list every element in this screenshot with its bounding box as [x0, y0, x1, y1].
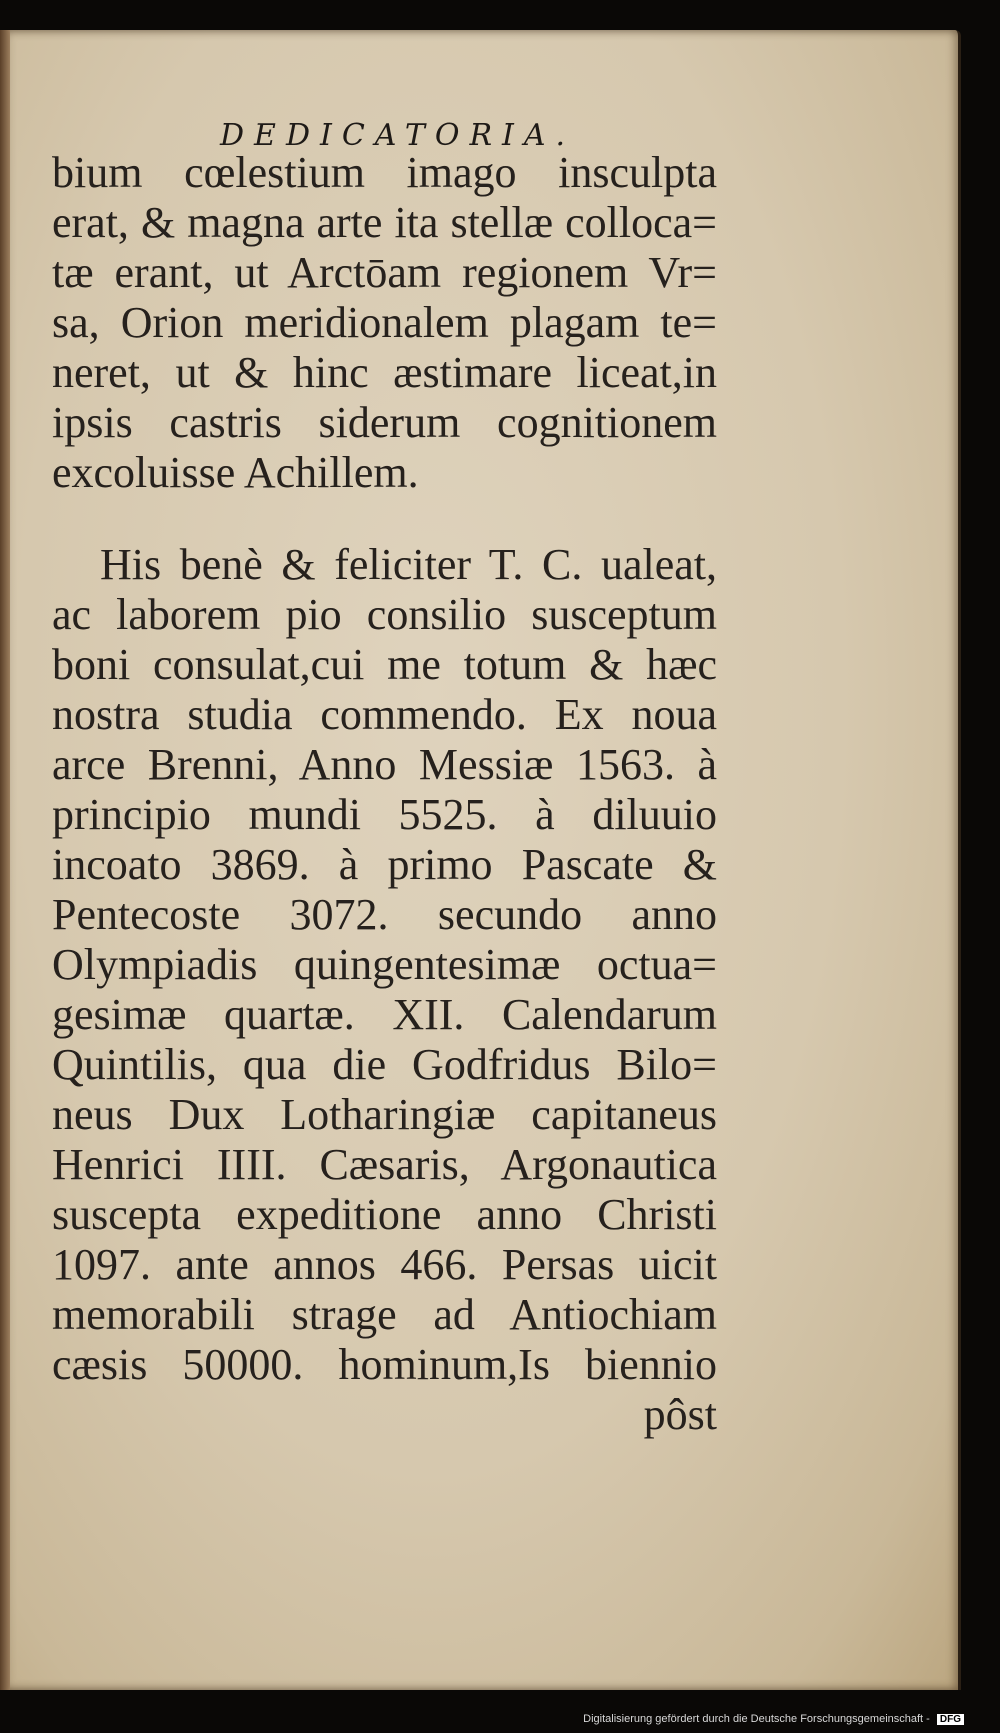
text-line: memorabili strage ad Antiochiam	[52, 1290, 717, 1339]
paragraph-2	[52, 540, 717, 1440]
text-line: gesimæ quartæ. XII. Calendarum	[52, 990, 717, 1039]
text-line: Quintilis, qua die Godfridus Bilo=	[52, 1040, 717, 1089]
text-line: neus Dux Lotharingiæ capitaneus	[52, 1090, 717, 1139]
text-line: cæsis 50000. hominum,Is biennio	[52, 1340, 717, 1389]
text-line: principio mundi 5525. à diluuio	[52, 790, 717, 839]
dfg-logo: DFG	[937, 1714, 964, 1725]
text-line: ac laborem pio consilio susceptum	[52, 590, 717, 639]
text-line: Olympiadis quingentesimæ octua=	[52, 940, 717, 989]
paragraph-1	[52, 148, 717, 498]
text-line: His benè & feliciter T. C. ualeat,	[100, 540, 717, 589]
text-line: suscepta expeditione anno Christi	[52, 1190, 717, 1239]
text-line: Henrici IIII. Cæsaris, Argonautica	[52, 1140, 717, 1189]
text-line: nostra studia commendo. Ex noua	[52, 690, 717, 739]
text-line: excoluisse Achillem.	[52, 448, 419, 497]
catchword: pôst	[643, 1390, 717, 1439]
text-line: sa, Orion meridionalem plagam te=	[52, 298, 717, 347]
text-line: Pentecoste 3072. secundo anno	[52, 890, 717, 939]
text-line: erat, & magna arte ita stellæ colloca=	[52, 198, 717, 247]
digitization-credit	[583, 1713, 964, 1725]
text-line: bium cœlestium imago insculpta	[52, 148, 717, 197]
text-line: incoato 3869. à primo Pascate &	[52, 840, 717, 889]
credit-text: Digitalisierung gefördert durch die Deutsche Forschungsgemeinschaft -	[583, 1713, 930, 1725]
text-line: tæ erant, ut Arctōam regionem Vr=	[52, 248, 717, 297]
text-line: boni consulat,cui me totum & hæc	[52, 640, 717, 689]
text-line: arce Brenni, Anno Messiæ 1563. à	[52, 740, 717, 789]
running-head: DEDICATORIA.	[220, 118, 576, 153]
text-line: ipsis castris siderum cognitionem	[52, 398, 717, 447]
page-gutter	[0, 30, 10, 1690]
text-line: neret, ut & hinc æstimare liceat,in	[52, 348, 717, 397]
text-line: 1097. ante annos 466. Persas uicit	[52, 1240, 717, 1289]
